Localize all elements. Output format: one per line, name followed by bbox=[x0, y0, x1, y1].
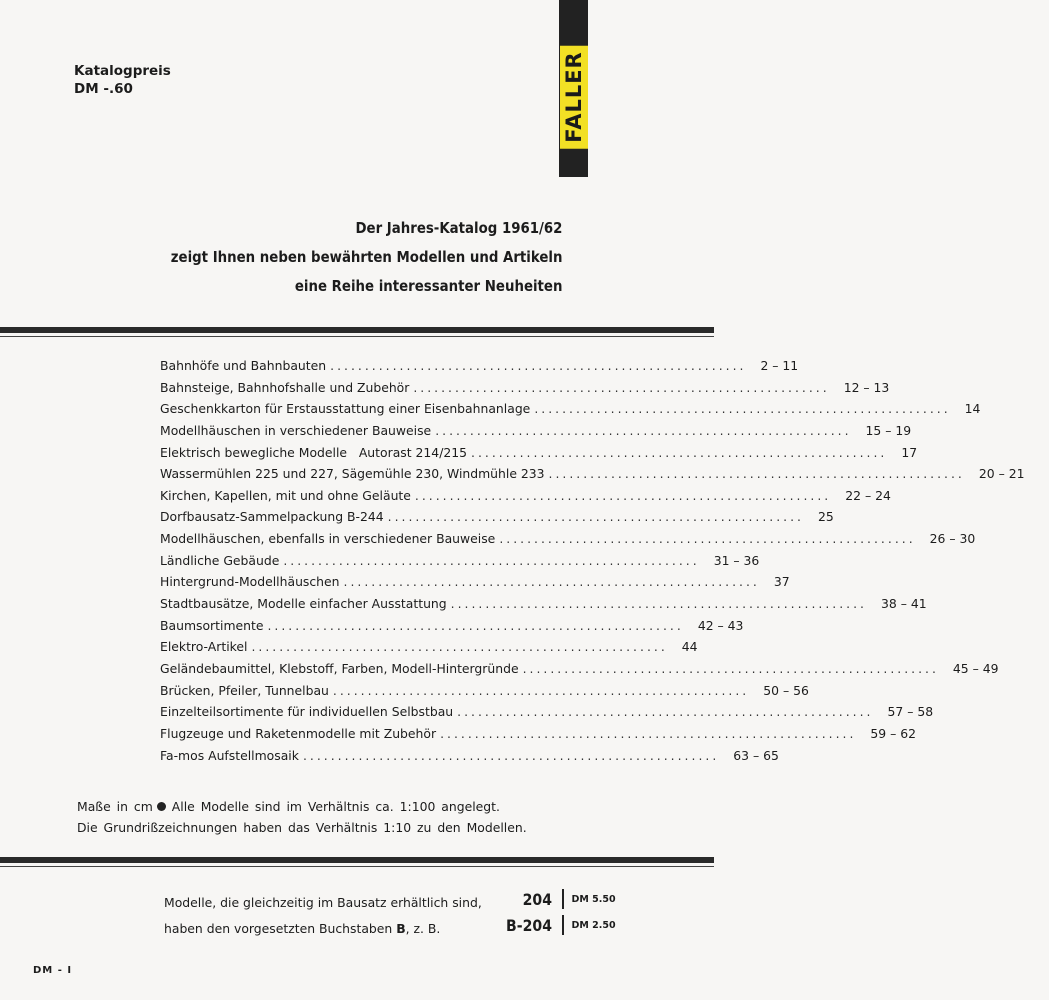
toc-entry-pages: 2 – 11 bbox=[760, 358, 799, 373]
bullet-icon bbox=[157, 802, 166, 811]
toc-entry-title: Flugzeuge und Raketenmodelle mit Zubehör bbox=[160, 725, 437, 741]
model-price: DM 5.50 bbox=[571, 893, 616, 905]
kit-explanation bbox=[164, 890, 482, 942]
toc-entry bbox=[160, 358, 799, 380]
toc-leader-dots: ............................................................ bbox=[251, 639, 668, 655]
toc-leader-dots: ............................................................ bbox=[387, 509, 804, 525]
kit-example-row bbox=[496, 886, 616, 912]
toc-leader-dots: ............................................................ bbox=[457, 704, 874, 720]
toc-leader-dots: ............................................................ bbox=[534, 401, 951, 417]
toc-entry-pages: 20 – 21 bbox=[978, 466, 1025, 482]
toc-entry-title: Baumsortimente bbox=[160, 617, 264, 633]
toc-entry bbox=[160, 574, 790, 596]
toc-entry-pages: 38 – 41 bbox=[880, 596, 927, 612]
toc-entry bbox=[160, 704, 934, 726]
scale-note-units: Maße in cm bbox=[77, 799, 153, 814]
divider-bottom-thin bbox=[0, 866, 714, 867]
scale-note bbox=[77, 796, 527, 838]
toc-entry-title: Kirchen, Kapellen, mit und ohne Geläute bbox=[160, 487, 411, 503]
toc-entry bbox=[160, 552, 760, 575]
toc-entry bbox=[160, 617, 744, 640]
toc-entry bbox=[160, 509, 834, 531]
catalog-price-label: Katalogpreis bbox=[74, 63, 171, 79]
model-price: DM 2.50 bbox=[571, 919, 616, 931]
catalog-price bbox=[74, 62, 171, 98]
faller-logo-text: FALLER bbox=[560, 45, 588, 148]
toc-entry-pages: 14 bbox=[964, 401, 981, 417]
separator bbox=[562, 889, 564, 909]
toc-leader-dots: ............................................................ bbox=[332, 682, 750, 698]
kit-example-row bbox=[496, 912, 616, 938]
toc-entry-pages: 59 – 62 bbox=[870, 725, 917, 741]
toc-entry bbox=[160, 379, 890, 402]
toc-entry-title: Elektro-Artikel bbox=[160, 639, 248, 655]
toc-leader-dots: ............................................................ bbox=[343, 574, 760, 590]
toc-entry-pages: 26 – 30 bbox=[929, 531, 976, 547]
toc-entry bbox=[160, 682, 809, 705]
toc-entry-pages: 57 – 58 bbox=[887, 704, 934, 720]
toc-entry-pages: 31 – 36 bbox=[713, 552, 760, 568]
toc-entry-title: Ländliche Gebäude bbox=[160, 552, 280, 568]
toc-entry-title: Geschenkkarton für Erstausstattung einer Eisenbahnanlage bbox=[160, 401, 531, 417]
kit-explanation-line-1: Modelle, die gleichzeitig im Bausatz erhältlich sind, bbox=[164, 895, 482, 910]
toc-entry-pages: 45 – 49 bbox=[952, 660, 999, 676]
toc-entry-pages: 15 – 19 bbox=[865, 422, 912, 438]
toc-entry bbox=[160, 401, 981, 423]
toc-entry-pages: 17 bbox=[901, 444, 918, 460]
divider-top bbox=[0, 327, 714, 333]
catalog-price-value: DM -.60 bbox=[74, 81, 133, 97]
toc-leader-dots: ............................................................ bbox=[471, 444, 888, 460]
toc-entry-title: Einzelteilsortimente für individuellen Selbstbau bbox=[160, 704, 454, 720]
toc-entry bbox=[160, 487, 891, 510]
kit-letter: B bbox=[396, 921, 406, 936]
separator bbox=[562, 915, 564, 935]
model-number: 204 bbox=[522, 889, 552, 909]
toc-entry-title: Elektrisch bewegliche Modelle Autorast 214/215 bbox=[160, 444, 468, 460]
headline-line-2: zeigt Ihnen neben bewährten Modellen und Artikeln bbox=[170, 248, 562, 266]
scale-note-floorplan: Die Grundrißzeichnungen haben das Verhältnis 1:10 zu den Modellen. bbox=[77, 820, 527, 835]
toc-entry-pages: 44 bbox=[681, 639, 698, 655]
toc-entry bbox=[160, 639, 698, 661]
headline-line-3: eine Reihe interessanter Neuheiten bbox=[294, 277, 562, 295]
toc-leader-dots: ............................................................ bbox=[450, 596, 867, 612]
toc-leader-dots: ............................................................ bbox=[435, 422, 852, 438]
headline bbox=[170, 214, 562, 301]
toc-leader-dots: ............................................................ bbox=[499, 531, 916, 547]
toc-entry-pages: 42 – 43 bbox=[697, 617, 744, 633]
toc-entry-title: Stadtbausätze, Modelle einfacher Ausstattung bbox=[160, 596, 447, 612]
toc-entry-title: Wassermühlen 225 und 227, Sägemühle 230, Windmühle 233 bbox=[160, 466, 545, 482]
divider-bottom bbox=[0, 857, 714, 863]
toc-leader-dots: ............................................................ bbox=[283, 552, 700, 568]
table-of-contents bbox=[160, 358, 1025, 769]
toc-entry bbox=[160, 531, 976, 553]
toc-entry-title: Brücken, Pfeiler, Tunnelbau bbox=[160, 682, 329, 698]
toc-entry-pages: 25 bbox=[817, 509, 834, 525]
scale-note-ratio: Alle Modelle sind im Verhältnis ca. 1:100 angelegt. bbox=[171, 799, 500, 814]
toc-entry bbox=[160, 444, 918, 467]
toc-entry-title: Hintergrund-Modellhäuschen bbox=[160, 574, 340, 590]
toc-entry-pages: 50 – 56 bbox=[763, 682, 809, 698]
toc-entry-pages: 12 – 13 bbox=[843, 379, 890, 395]
toc-entry bbox=[160, 596, 927, 618]
divider-top-thin bbox=[0, 336, 714, 337]
toc-leader-dots: ............................................................ bbox=[414, 487, 832, 503]
toc-leader-dots: ............................................................ bbox=[522, 660, 939, 676]
toc-entry-pages: 63 – 65 bbox=[733, 747, 779, 763]
headline-line-1: Der Jahres-Katalog 1961/62 bbox=[355, 219, 562, 237]
toc-entry bbox=[160, 747, 779, 770]
page-footer: DM - I bbox=[33, 965, 73, 976]
toc-leader-dots: ............................................................ bbox=[302, 747, 720, 763]
toc-leader-dots: ............................................................ bbox=[267, 617, 684, 633]
toc-entry-title: Fa-mos Aufstellmosaik bbox=[160, 747, 299, 763]
kit-explanation-line-2: haben den vorgesetzten Buchstaben bbox=[164, 921, 397, 936]
toc-entry bbox=[160, 725, 917, 748]
toc-entry-title: Bahnhöfe und Bahnbauten bbox=[160, 358, 327, 373]
toc-leader-dots: ............................................................ bbox=[330, 358, 747, 373]
toc-entry-title: Dorfbausatz-Sammelpackung B-244 bbox=[160, 509, 384, 525]
toc-entry-title: Modellhäuschen in verschiedener Bauweise bbox=[160, 422, 432, 438]
toc-leader-dots: ............................................................ bbox=[548, 466, 965, 482]
kit-example-table bbox=[496, 886, 616, 938]
toc-entry-pages: 37 bbox=[773, 574, 790, 590]
toc-entry bbox=[160, 466, 1025, 488]
toc-entry-title: Geländebaumittel, Klebstoff, Farben, Modell-Hintergründe bbox=[160, 660, 519, 676]
toc-entry-title: Modellhäuschen, ebenfalls in verschiedener Bauweise bbox=[160, 531, 496, 547]
toc-entry bbox=[160, 660, 999, 683]
faller-logo bbox=[559, 0, 588, 177]
toc-entry-title: Bahnsteige, Bahnhofshalle und Zubehör bbox=[160, 379, 410, 395]
kit-explanation-suffix: , z. B. bbox=[405, 921, 441, 936]
toc-leader-dots: ............................................................ bbox=[413, 379, 830, 395]
toc-entry-pages: 22 – 24 bbox=[845, 487, 891, 503]
toc-entry bbox=[160, 422, 912, 445]
toc-leader-dots: ............................................................ bbox=[440, 725, 857, 741]
model-number: B-204 bbox=[506, 915, 552, 935]
